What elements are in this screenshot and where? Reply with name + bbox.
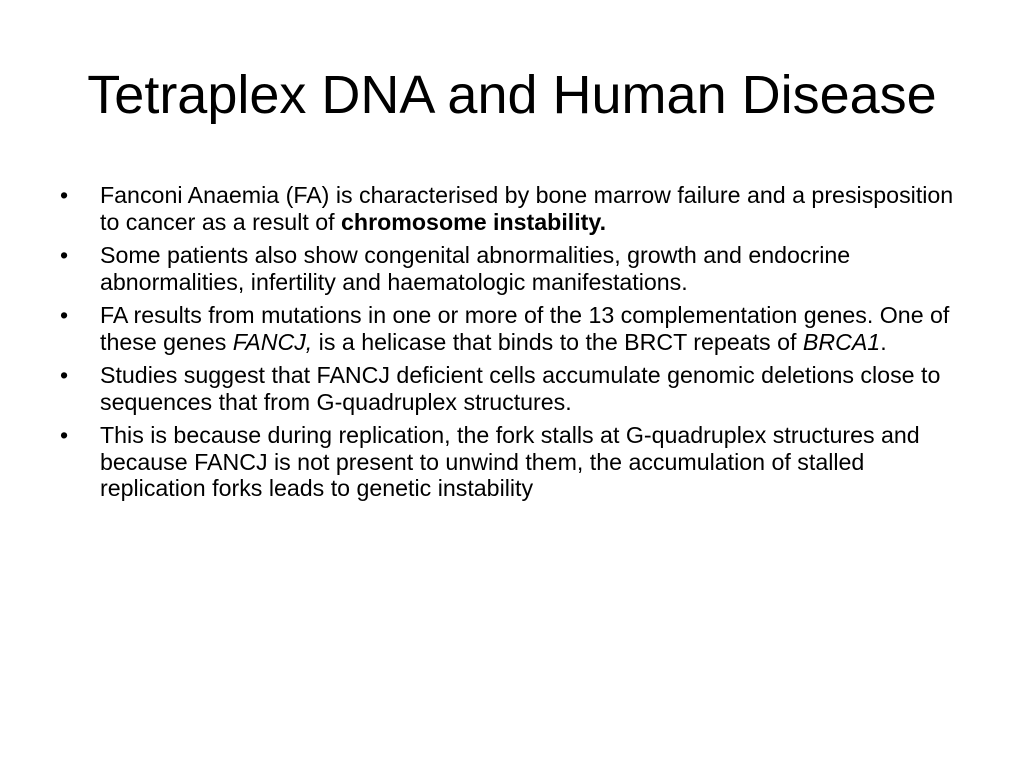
bullet-icon: • <box>60 302 69 328</box>
bullet-text: is a helicase that binds to the BRCT repeats of <box>312 328 803 355</box>
bullet-text: Studies suggest that FANCJ deficient cells accumulate genomic deletions close to sequences that from G-quadruplex structures. <box>100 362 941 415</box>
bullet-text: . <box>880 328 887 355</box>
bullet-list <box>60 182 975 509</box>
bullet-item-replication <box>60 422 975 502</box>
bullet-text: This is because during replication, the fork stalls at G-quadruplex structures and because FANCJ is not present to unwind them, the accumulation of stalled replication forks leads to genetic instability <box>100 422 920 501</box>
bullet-icon: • <box>60 362 69 388</box>
bullet-icon: • <box>60 422 69 448</box>
bullet-text: Some patients also show congenital abnormalities, growth and endocrine abnormalities, infertility and haematologic manifestations. <box>100 242 851 295</box>
bullet-italic-gene-brca1: BRCA1 <box>802 328 881 355</box>
bullet-item-studies <box>60 362 975 415</box>
bullet-item-mutations <box>60 302 975 355</box>
bullet-text: Fanconi Anaemia (FA) is characterised by bone marrow failure and a presisposition to cancer as a result of <box>100 182 954 235</box>
bullet-item-patients <box>60 242 975 295</box>
bullet-icon: • <box>60 182 69 208</box>
bullet-bold-text: chromosome instability. <box>341 208 607 235</box>
bullet-icon: • <box>60 242 69 268</box>
slide-title: Tetraplex DNA and Human Disease <box>87 65 937 125</box>
bullet-italic-gene-fancj: FANCJ, <box>232 328 313 355</box>
bullet-item-fanconi-anaemia <box>60 182 975 235</box>
bullet-text: FA results from mutations in one or more of the 13 complementation genes. One of these genes <box>100 302 950 355</box>
